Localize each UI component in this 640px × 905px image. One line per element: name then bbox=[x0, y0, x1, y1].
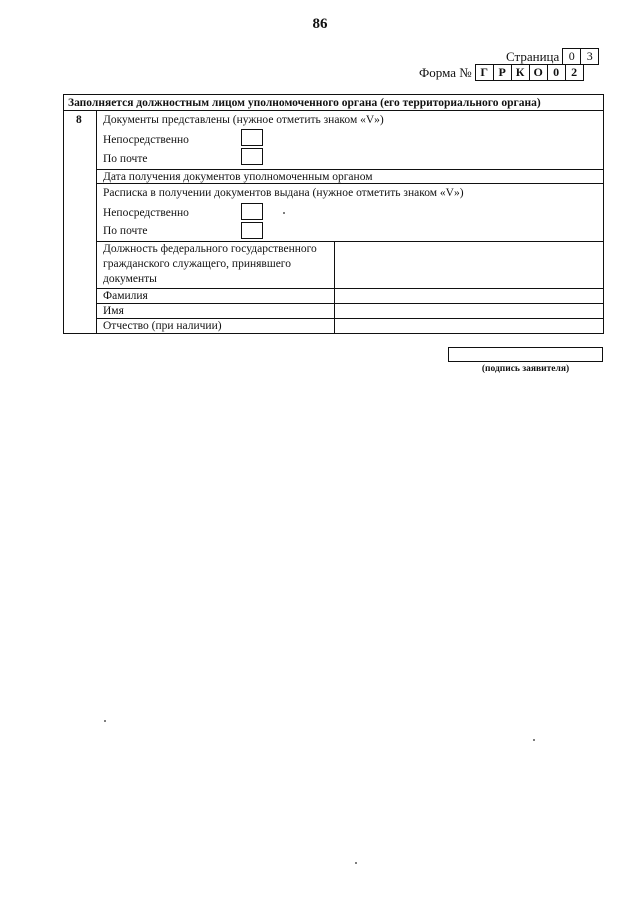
page-digit: 0 bbox=[562, 48, 581, 65]
documents-submitted-label: Документы представлены (нужное отметить знаком «V») bbox=[103, 114, 384, 126]
page-label: Страница bbox=[506, 48, 560, 64]
receipt-direct-label: Непосредственно bbox=[103, 207, 189, 219]
name-field[interactable] bbox=[335, 304, 603, 318]
scan-speck bbox=[355, 862, 357, 864]
receipt-date-label: Дата получения документов уполномоченным органом bbox=[103, 171, 373, 183]
form-code-char: 2 bbox=[565, 64, 584, 81]
surname-label: Фамилия bbox=[103, 290, 148, 302]
patronymic-field[interactable] bbox=[335, 319, 603, 333]
form-number bbox=[419, 64, 584, 81]
scan-speck bbox=[533, 739, 535, 741]
form-code-char: К bbox=[511, 64, 530, 81]
official-position-label: Должность федерального государственного гражданского служащего, принявшего документы bbox=[103, 243, 317, 285]
applicant-signature-field[interactable] bbox=[448, 347, 603, 362]
receipt-direct-checkbox[interactable] bbox=[241, 203, 263, 220]
surname-field[interactable] bbox=[335, 289, 603, 303]
documents-mail-checkbox[interactable] bbox=[241, 148, 263, 165]
receipt-mail-label: По почте bbox=[103, 225, 148, 237]
name-label: Имя bbox=[103, 305, 124, 317]
row-divider bbox=[63, 110, 604, 111]
receipt-mail-checkbox[interactable] bbox=[241, 222, 263, 239]
form-code-char: Р bbox=[493, 64, 512, 81]
scan-speck bbox=[283, 212, 285, 214]
page-number: 86 bbox=[312, 16, 328, 32]
form-code-char: О bbox=[529, 64, 548, 81]
documents-mail-label: По почте bbox=[103, 153, 148, 165]
documents-direct-label: Непосредственно bbox=[103, 134, 189, 146]
column-divider bbox=[96, 110, 97, 334]
documents-direct-checkbox[interactable] bbox=[241, 129, 263, 146]
form-label: Форма № bbox=[419, 64, 472, 80]
row-number: 8 bbox=[76, 114, 82, 126]
page-digit: 3 bbox=[580, 48, 599, 65]
patronymic-label: Отчество (при наличии) bbox=[103, 320, 222, 332]
receipt-issued-label: Расписка в получении документов выдана (нужное отметить знаком «V») bbox=[103, 187, 464, 199]
form-code-char: Г bbox=[475, 64, 494, 81]
form-code-char: 0 bbox=[547, 64, 566, 81]
page-indicator bbox=[506, 48, 599, 65]
section-title: Заполняется должностным лицом уполномоченного органа (его территориального органа) bbox=[68, 97, 541, 109]
scan-speck bbox=[104, 720, 106, 722]
official-position-field[interactable] bbox=[335, 242, 603, 288]
signature-caption: (подпись заявителя) bbox=[481, 364, 570, 374]
